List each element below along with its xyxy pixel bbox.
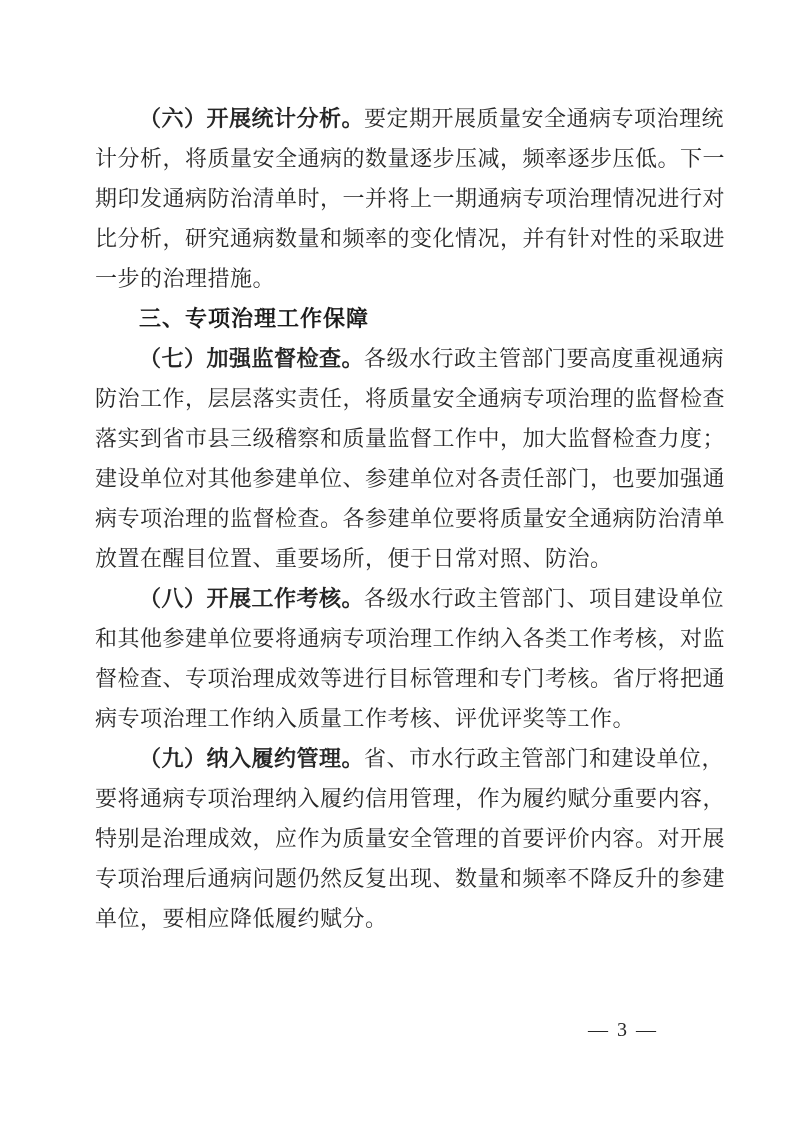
paragraph-8-lead: （八）开展工作考核。 [139, 586, 365, 611]
paragraph-7-line-6: 放置在醒目位置、重要场所，便于日常对照、防治。 [95, 546, 613, 571]
section-heading: 三、专项治理工作保障 [139, 306, 370, 331]
paragraph-7-line-4: 建设单位对其他参建单位、参建单位对各责任部门，也要加强通 [95, 466, 726, 491]
paragraph-9-text: 省、市水行政主管部门和建设单位， [364, 746, 725, 771]
paragraph-6-line-5: 一步的治理措施。 [95, 266, 276, 291]
paragraph-6-line-3: 期印发通病防治清单时，一并将上一期通病专项治理情况进行对 [95, 186, 726, 211]
paragraph-9-line-4: 专项治理后通病问题仍然反复出现、数量和频率不降反升的参建 [95, 866, 726, 891]
paragraph-9-line-2: 要将通病专项治理纳入履约信用管理，作为履约赋分重要内容， [95, 786, 726, 811]
paragraph-6-text: 要定期开展质量安全通病专项治理统 [364, 106, 725, 131]
paragraph-6-line-2: 计分析，将质量安全通病的数量逐步压减，频率逐步压低。下一 [95, 146, 726, 171]
paragraph-9-line-3: 特别是治理成效，应作为质量安全管理的首要评价内容。对开展 [95, 826, 726, 851]
paragraph-6-lead: （六）开展统计分析。 [139, 106, 365, 131]
paragraph-6-line-4: 比分析，研究通病数量和频率的变化情况，并有针对性的采取进 [95, 226, 726, 251]
paragraph-7-lead: （七）加强监督检查。 [139, 346, 365, 371]
paragraph-9-line-5: 单位，要相应降低履约赋分。 [95, 906, 388, 931]
paragraph-8-line-4: 病专项治理工作纳入质量工作考核、评优评奖等工作。 [95, 706, 636, 731]
paragraph-8-line-2: 和其他参建单位要将通病专项治理工作纳入各类工作考核，对监 [95, 626, 726, 651]
paragraph-9-line-1 [95, 739, 725, 779]
paragraph-7-line-5: 病专项治理的监督检查。各参建单位要将质量安全通病防治清单 [95, 506, 726, 531]
paragraph-7-text: 各级水行政主管部门要高度重视通病 [364, 346, 725, 371]
paragraph-6-line-1 [95, 99, 725, 139]
page-number: — 3 — [588, 1019, 658, 1041]
paragraph-8-text: 各级水行政主管部门、项目建设单位 [364, 586, 725, 611]
document-body [95, 99, 726, 939]
paragraph-9-lead: （九）纳入履约管理。 [139, 746, 365, 771]
paragraph-7-line-3: 落实到省市县三级稽察和质量监督工作中，加大监督检查力度； [95, 426, 726, 451]
paragraph-7-line-2: 防治工作，层层落实责任，将质量安全通病专项治理的监督检查 [95, 386, 726, 411]
paragraph-7-line-1 [95, 339, 725, 379]
paragraph-8-line-1 [95, 579, 725, 619]
paragraph-8-line-3: 督检查、专项治理成效等进行目标管理和专门考核。省厅将把通 [95, 666, 726, 691]
